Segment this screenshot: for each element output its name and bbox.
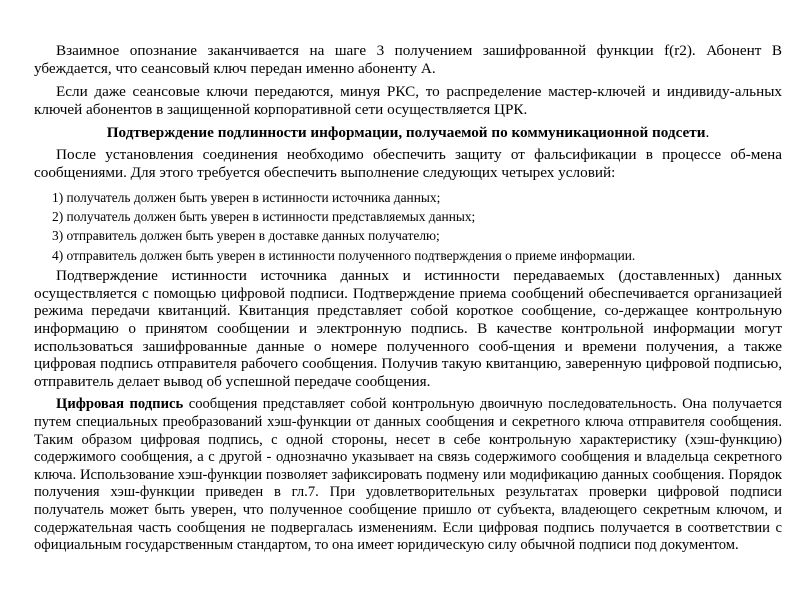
paragraph-mutual-identification: Взаимное опознание заканчивается на шаге 3 получением зашифрованной функции f(r2). Абонент B убеждается, что сеансовый ключ передан именно абоненту A. xyxy=(34,42,782,77)
paragraph-digital-signature xyxy=(34,396,782,554)
paragraph-session-keys: Если даже сеансовые ключи передаются, минуя РКС, то распределение мастер-ключей и индивиду-альных ключей абонентов в защищенной корпоративной сети осуществляется ЦРК. xyxy=(34,83,782,118)
section-heading xyxy=(34,124,782,142)
section-heading-period: . xyxy=(705,124,710,142)
list-item: 3) отправитель должен быть уверен в доставке данных получателю; xyxy=(52,228,440,244)
list-item: 1) получатель должен быть уверен в истинности источника данных; xyxy=(52,189,441,205)
paragraph-source-verification: Подтверждение истинности источника данных и истинности передаваемых (доставленных) данных осуществляется с помощью цифровой подписи. Подтверждение приема сообщений обеспечивается организацией режима передачи квитанций. Квитанция представляет собой короткое сообщение, со-держащее контрольную информацию о принятом сообщении и электронную подпись. В качестве контрольной информации могут использоваться зашифрованные данные о номере полученного сооб-щения и времени получения, а также цифровая подпись отправителя рабочего сообщения. Получив такую квитанцию, заверенную цифровой подписью, отправитель делает вывод об успешной передаче сообщения. xyxy=(34,267,782,390)
conditions-list xyxy=(34,188,782,266)
digital-signature-term: Цифровая подпись xyxy=(56,396,184,413)
digital-signature-text: сообщения представляет собой контрольную двоичную последовательность. Она получается путем специальных преобразований хэш-функции от данных сообщения и секретного ключа отправителя сообщения. Таким образом цифровая подпись, с одной стороны, несет в себе контрольную характеристику (хэш-функцию) содержимого сообщения, а с другой - однозначно указывает на связь содержимого сообщения и владельца секретного ключа. Использование хэш-функции позволяет зафиксировать подмену или модификацию данных сообщения. Порядок получения хэш-функции приведен в гл.7. При удовлетворительных результатах проверки цифровой подписи получатель может быть уверен, что полученное сообщение пришло от субъекта, владеющего секретным ключом, и содержательная часть сообщения не подвергалась изменениям. Если цифровая подпись получается в соответствии с официальным государственным стандартом, то она имеет юридическую силу обычной подписи под документом. xyxy=(34,396,783,554)
list-item: 4) отправитель должен быть уверен в истинности полученного подтверждения о приеме информации. xyxy=(52,247,636,263)
paragraph-conditions-intro: После установления соединения необходимо обеспечить защиту от фальсификации в процессе об-мена сообщениями. Для этого требуется обеспечить выполнение следующих четырех условий: xyxy=(34,146,782,181)
section-heading-text: Подтверждение подлинности информации, получаемой по коммуникационной подсети xyxy=(106,124,706,142)
list-item: 2) получатель должен быть уверен в истинности представляемых данных; xyxy=(52,208,476,224)
document-page xyxy=(34,42,782,561)
